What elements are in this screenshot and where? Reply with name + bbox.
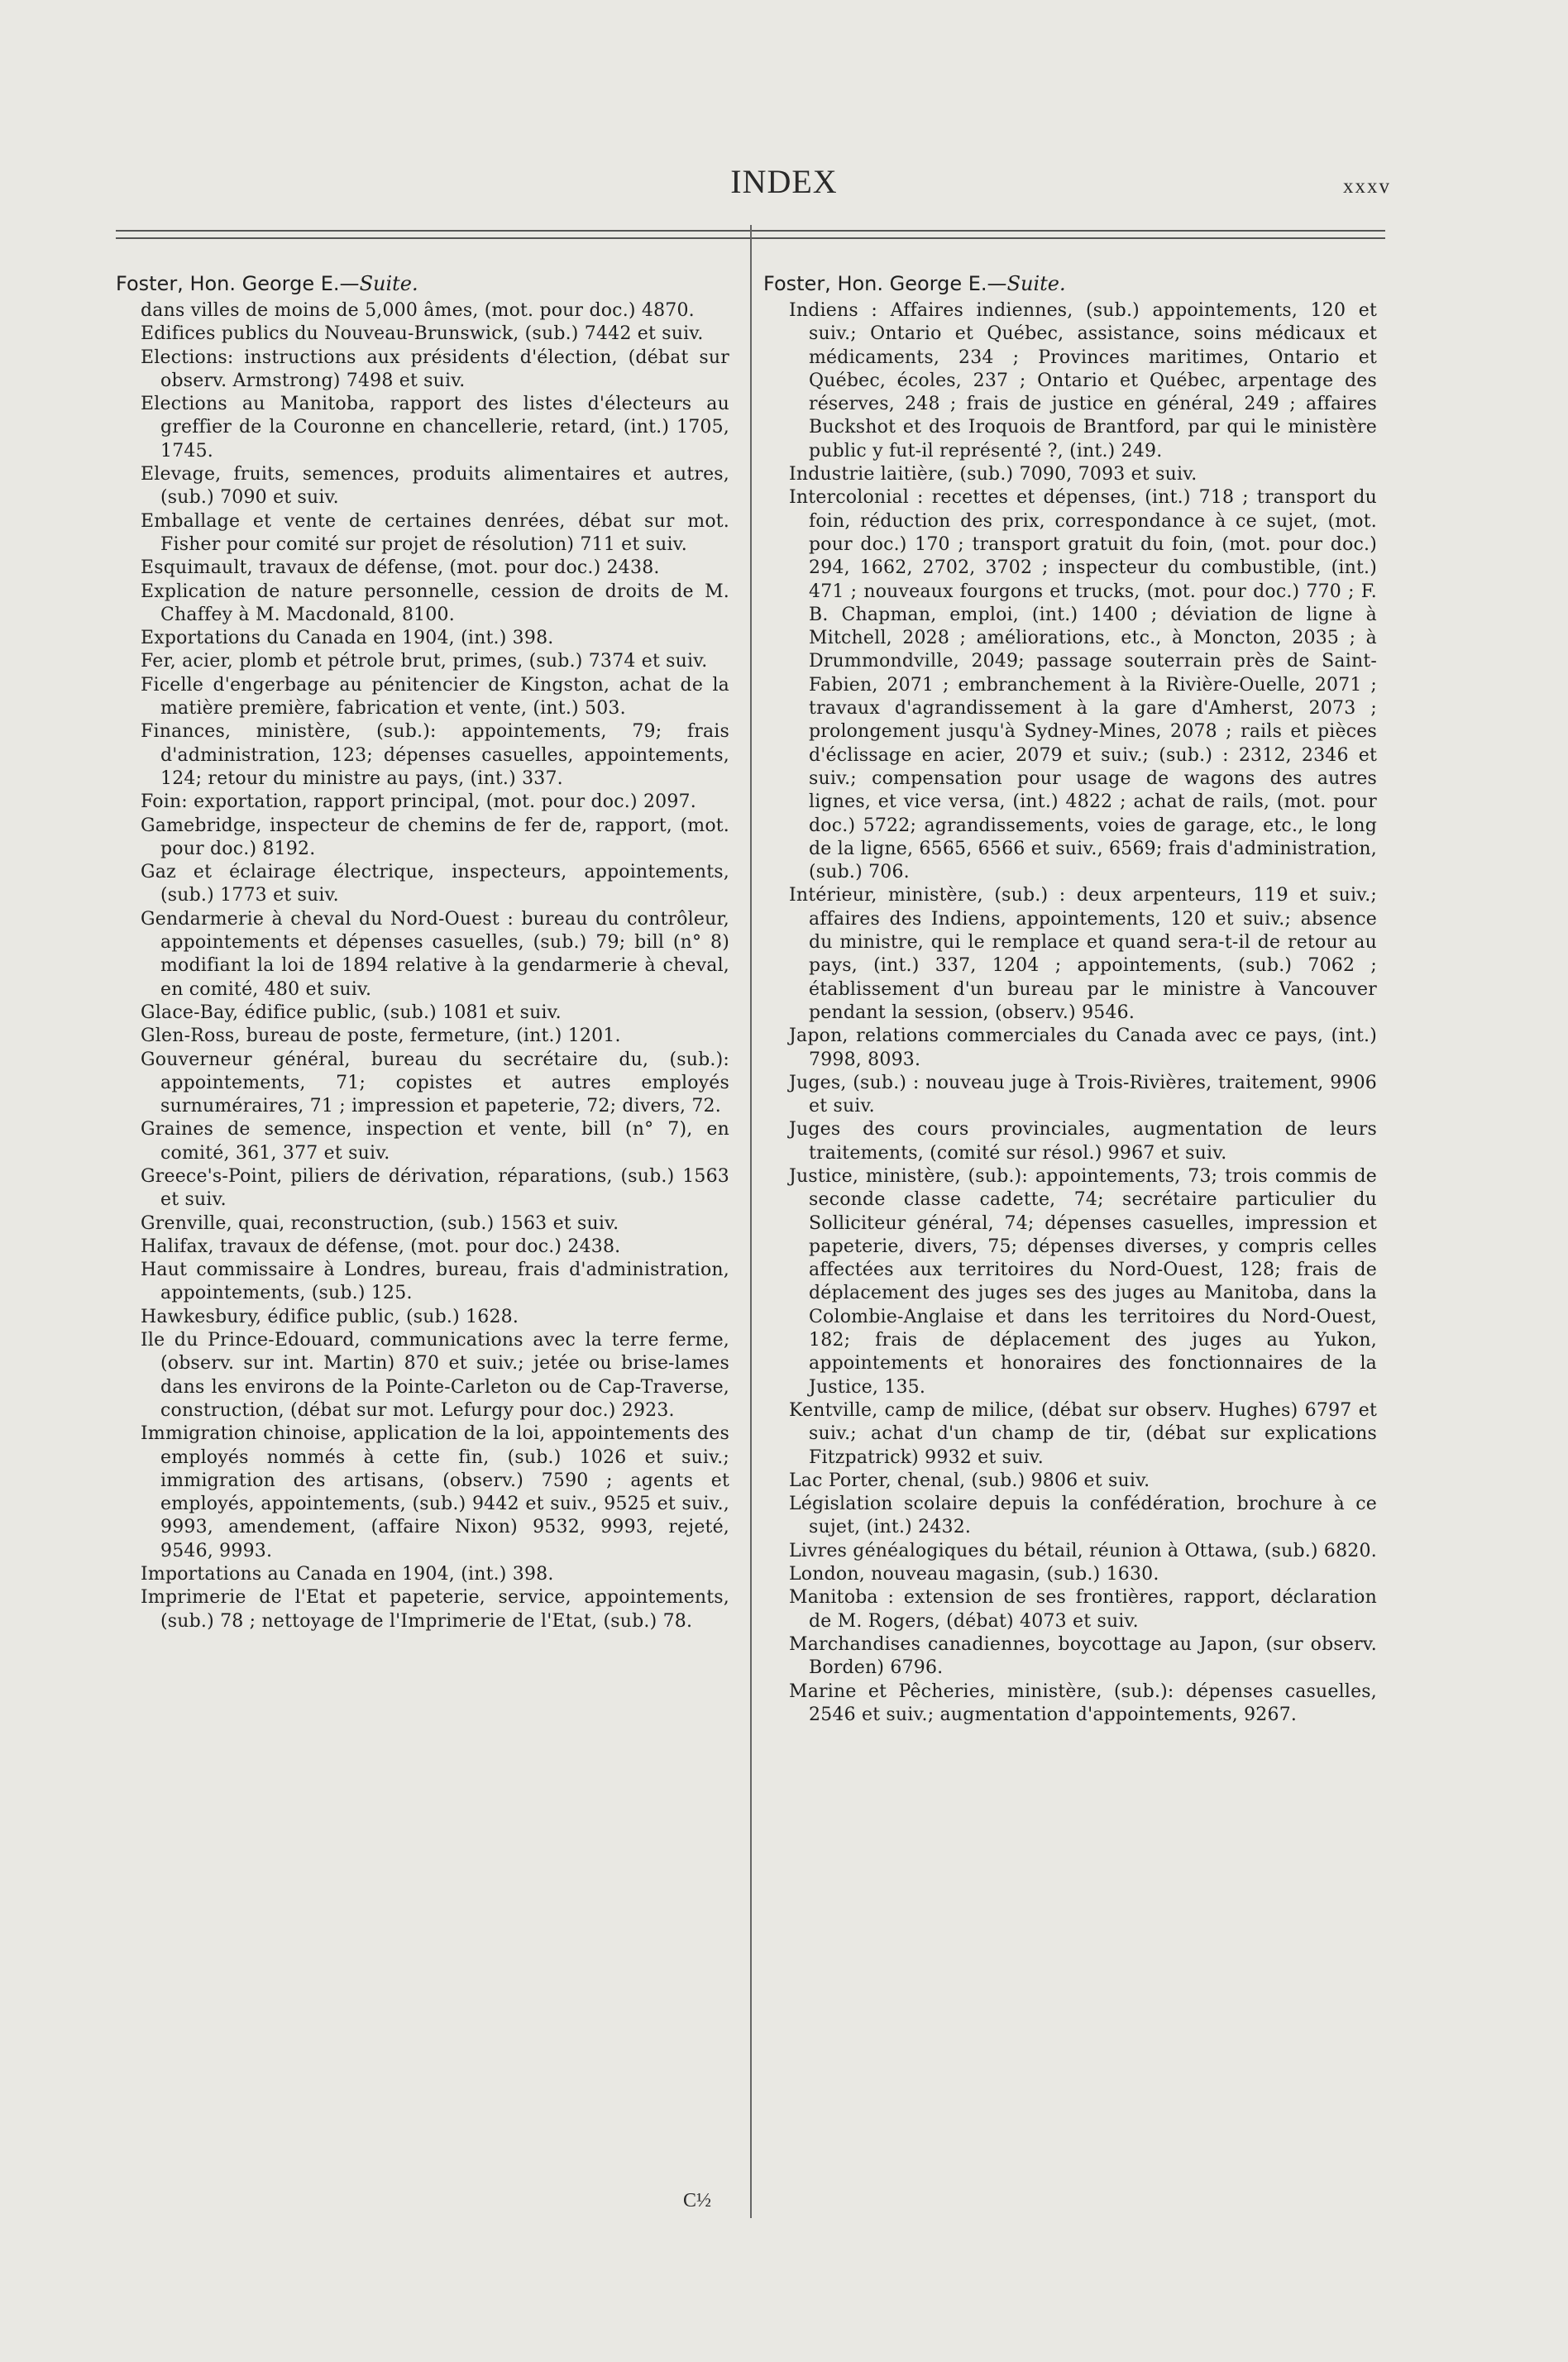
index-entry: London, nouveau magasin, (sub.) 1630. bbox=[789, 1564, 1159, 1585]
index-entry: Foin: exportation, rapport principal, (mot. pour doc.) 2097. bbox=[141, 791, 696, 813]
left-column-heading bbox=[116, 271, 729, 296]
index-entry: Edifices publics du Nouveau-Brunswick, (sub.) 7442 et suiv. bbox=[141, 323, 704, 345]
index-entry: Gouverneur général, bureau du secrétaire du, (sub.): appointements, 71; copistes et autres employés surnuméraires, 71 ; impression et papeterie, 72; divers, 72. bbox=[141, 1049, 729, 1117]
index-entry: Marine et Pêcheries, ministère, (sub.): dépenses casuelles, 2546 et suiv.; augmentation d'appointements, 9267. bbox=[789, 1681, 1377, 1725]
index-entry: Glen-Ross, bureau de poste, fermeture, (int.) 1201. bbox=[141, 1026, 621, 1047]
index-entry: Halifax, travaux de défense, (mot. pour doc.) 2438. bbox=[141, 1236, 621, 1257]
index-entry: Elevage, fruits, semences, produits alimentaires et autres, (sub.) 7090 et suiv. bbox=[141, 464, 729, 509]
index-entry: Gamebridge, inspecteur de chemins de fer de, rapport, (mot. pour doc.) 8192. bbox=[141, 815, 729, 859]
index-entry: Livres généalogiques du bétail, réunion à Ottawa, (sub.) 6820. bbox=[789, 1540, 1377, 1561]
signature-mark: C½ bbox=[683, 2190, 712, 2211]
index-entry: Juges, (sub.) : nouveau juge à Trois-Rivières, traitement, 9906 et suiv. bbox=[789, 1072, 1377, 1117]
index-entry: Justice, ministère, (sub.): appointements, 73; trois commis de seconde classe cadette, 74; secrétaire particulier du Solliciteur général, 74; dépenses casuelles, impression et papeterie, divers, 75; dépenses diverses, y compris celles affectées aux territoires du Nord-Ouest, 128; frais de déplacement des juges ses des juges au Manitoba, dans la Colombie-Anglaise et dans les territoires du Nord-Ouest, 182; frais de déplacement des juges au Yukon, appointements et honoraires des fonctionnaires de la Justice, 135. bbox=[789, 1165, 1377, 1398]
index-entry: Grenville, quai, reconstruction, (sub.) 1563 et suiv. bbox=[141, 1212, 619, 1234]
index-entry: Fer, acier, plomb et pétrole brut, primes, (sub.) 7374 et suiv. bbox=[141, 651, 708, 672]
index-entry: Ficelle d'engerbage au pénitencier de Kingston, achat de la matière première, fabrication et vente, (int.) 503. bbox=[141, 674, 729, 720]
index-entry: Esquimault, travaux de défense, (mot. pour doc.) 2438. bbox=[141, 557, 660, 579]
running-title: INDEX bbox=[730, 163, 838, 200]
column-divider bbox=[750, 225, 752, 2218]
index-entry: Intérieur, ministère, (sub.) : deux arpenteurs, 119 et suiv.; affaires des Indiens, appointements, 120 et suiv.; absence du ministre, qui le remplace et quand sera-t-il de retour au pays, (int.) 337, 1204 ; appointements, (sub.) 7062 ; établissement d'un bureau par le ministre à Vancouver pendant la session, (observ.) 9546. bbox=[789, 885, 1377, 1023]
index-entry: Gaz et éclairage électrique, inspecteurs, appointements, (sub.) 1773 et suiv. bbox=[141, 862, 729, 906]
index-entry: Elections: instructions aux présidents d'élection, (débat sur observ. Armstrong) 7498 et suiv. bbox=[141, 347, 729, 391]
index-entry: Législation scolaire depuis la confédération, brochure à ce sujet, (int.) 2432. bbox=[789, 1494, 1377, 1538]
index-entry: Kentville, camp de milice, (débat sur observ. Hughes) 6797 et suiv.; achat d'un champ de tir, (débat sur explications Fitzpatrick) 9932 et suiv. bbox=[789, 1399, 1377, 1468]
index-entry: Industrie laitière, (sub.) 7090, 7093 et suiv. bbox=[789, 464, 1198, 485]
left-entry-list bbox=[116, 299, 729, 1633]
index-entry: Hawkesbury, édifice public, (sub.) 1628. bbox=[141, 1306, 519, 1327]
heading-name: Foster, Hon. George E.— bbox=[116, 272, 360, 295]
heading-suite: Suite. bbox=[359, 272, 418, 295]
index-entry: Graines de semence, inspection et vente, bill (n° 7), en comité, 361, 377 et suiv. bbox=[141, 1119, 729, 1164]
index-entry: Gendarmerie à cheval du Nord-Ouest : bureau du contrôleur, appointements et dépenses casuelles, (sub.) 79; bill (n° 8) modifiant la loi de 1894 relative à la gendarmerie à cheval, en comité, 480 et suiv. bbox=[141, 908, 729, 1000]
index-entry: Importations au Canada en 1904, (int.) 398. bbox=[141, 1564, 554, 1585]
index-entry: Juges des cours provinciales, augmentation de leurs traitements, (comité sur résol.) 9967 et suiv. bbox=[789, 1119, 1377, 1164]
index-entry: Ile du Prince-Edouard, communications avec la terre ferme, (observ. sur int. Martin) 870 et suiv.; jetée ou brise-lames dans les environs de la Pointe-Carleton ou de Cap-Traverse, construction, (débat sur mot. Lefurgy pour doc.) 2923. bbox=[141, 1330, 729, 1421]
index-entry: Elections au Manitoba, rapport des listes d'électeurs au greffier de la Couronne en chancellerie, retard, (int.) 1705, 1745. bbox=[141, 394, 729, 461]
heading-suite: Suite. bbox=[1006, 272, 1066, 295]
index-entry: Finances, ministère, (sub.): appointements, 79; frais d'administration, 123; dépenses casuelles, appointements, 124; retour du ministre au pays, (int.) 337. bbox=[141, 721, 729, 789]
index-entry: Japon, relations commerciales du Canada avec ce pays, (int.) 7998, 8093. bbox=[789, 1026, 1377, 1070]
index-entry: Manitoba : extension de ses frontières, rapport, déclaration de M. Rogers, (débat) 4073 et suiv. bbox=[789, 1587, 1377, 1632]
right-entry-list bbox=[763, 299, 1377, 1727]
index-entry: Immigration chinoise, application de la loi, appointements des employés nommés à cette fin, (sub.) 1026 et suiv.; immigration des artisans, (observ.) 7590 ; agents et employés, appointements, (sub.) 9442 et suiv., 9525 et suiv., 9993, amendement, (affaire Nixon) 9532, 9993, rejeté, 9546, 9993. bbox=[141, 1423, 729, 1561]
right-column-heading bbox=[763, 271, 1377, 296]
index-entry: Emballage et vente de certaines denrées, débat sur mot. Fisher pour comité sur projet de résolution) 711 et suiv. bbox=[141, 510, 729, 555]
index-entry: dans villes de moins de 5,000 âmes, (mot. pour doc.) 4870. bbox=[141, 300, 695, 321]
index-entry: Imprimerie de l'Etat et papeterie, service, appointements, (sub.) 78 ; nettoyage de l'Imprimerie de l'Etat, (sub.) 78. bbox=[141, 1587, 729, 1632]
index-entry: Glace-Bay, édifice public, (sub.) 1081 et suiv. bbox=[141, 1002, 562, 1023]
index-entry: Lac Porter, chenal, (sub.) 9806 et suiv. bbox=[789, 1470, 1150, 1491]
page-number: xxxv bbox=[1343, 175, 1391, 198]
index-entry: Indiens : Affaires indiennes, (sub.) appointements, 120 et suiv.; Ontario et Québec, assistance, soins médicaux et médicaments, 234 ; Provinces maritimes, Ontario et Québec, écoles, 237 ; Ontario et Québec, arpentage des réserves, 248 ; frais de justice en général, 249 ; affaires Buckshot et des Iroquois de Brantford, par qui le ministère publiс y fut-il représenté ?, (int.) 249. bbox=[789, 300, 1377, 461]
heading-name: Foster, Hon. George E.— bbox=[763, 272, 1007, 295]
index-entry: Exportations du Canada en 1904, (int.) 398. bbox=[141, 628, 554, 649]
index-entry: Greece's-Point, piliers de dérivation, réparations, (sub.) 1563 et suiv. bbox=[141, 1165, 729, 1211]
index-entry: Intercolonial : recettes et dépenses, (int.) 718 ; transport du foin, réduction des prix, correspondance à ce sujet, (mot. pour doc.) 170 ; transport gratuit du foin, (mot. pour doc.) 294, 1662, 2702, 3702 ; inspecteur du combustible, (int.) 471 ; nouveaux fourgons et trucks, (mot. pour doc.) 770 ; F. B. Chapman, emploi, (int.) 1400 ; déviation de ligne à Mitchell, 2028 ; améliorations, etc., à Moncton, 2035 ; à Drummondville, 2049; passage souterrain près de Saint-Fabien, 2071 ; embranchement à la Rivière-Ouelle, 2071 ; travaux d'agrandissement à la gare d'Amherst, 2073 ; prolongement jusqu'à Sydney-Mines, 2078 ; rails et pièces d'éclissage en acier, 2079 et suiv.; (sub.) : 2312, 2346 et suiv.; compensation pour usage de wagons des autres lignes, et vice versa, (int.) 4822 ; achat de rails, (mot. pour doc.) 5722; agrandissements, voies de garage, etc., le long de la ligne, 6565, 6566 et suiv., 6569; frais d'administration, (sub.) 706. bbox=[789, 487, 1377, 883]
index-entry: Explication de nature personnelle, cession de droits de M. Chaffey à M. Macdonald, 8100. bbox=[141, 581, 729, 625]
left-column bbox=[116, 271, 729, 1633]
right-column bbox=[763, 271, 1377, 1727]
index-entry: Marchandises canadiennes, boycottage au Japon, (sur observ. Borden) 6796. bbox=[789, 1633, 1377, 1679]
index-entry: Haut commissaire à Londres, bureau, frais d'administration, appointements, (sub.) 125. bbox=[141, 1260, 729, 1304]
